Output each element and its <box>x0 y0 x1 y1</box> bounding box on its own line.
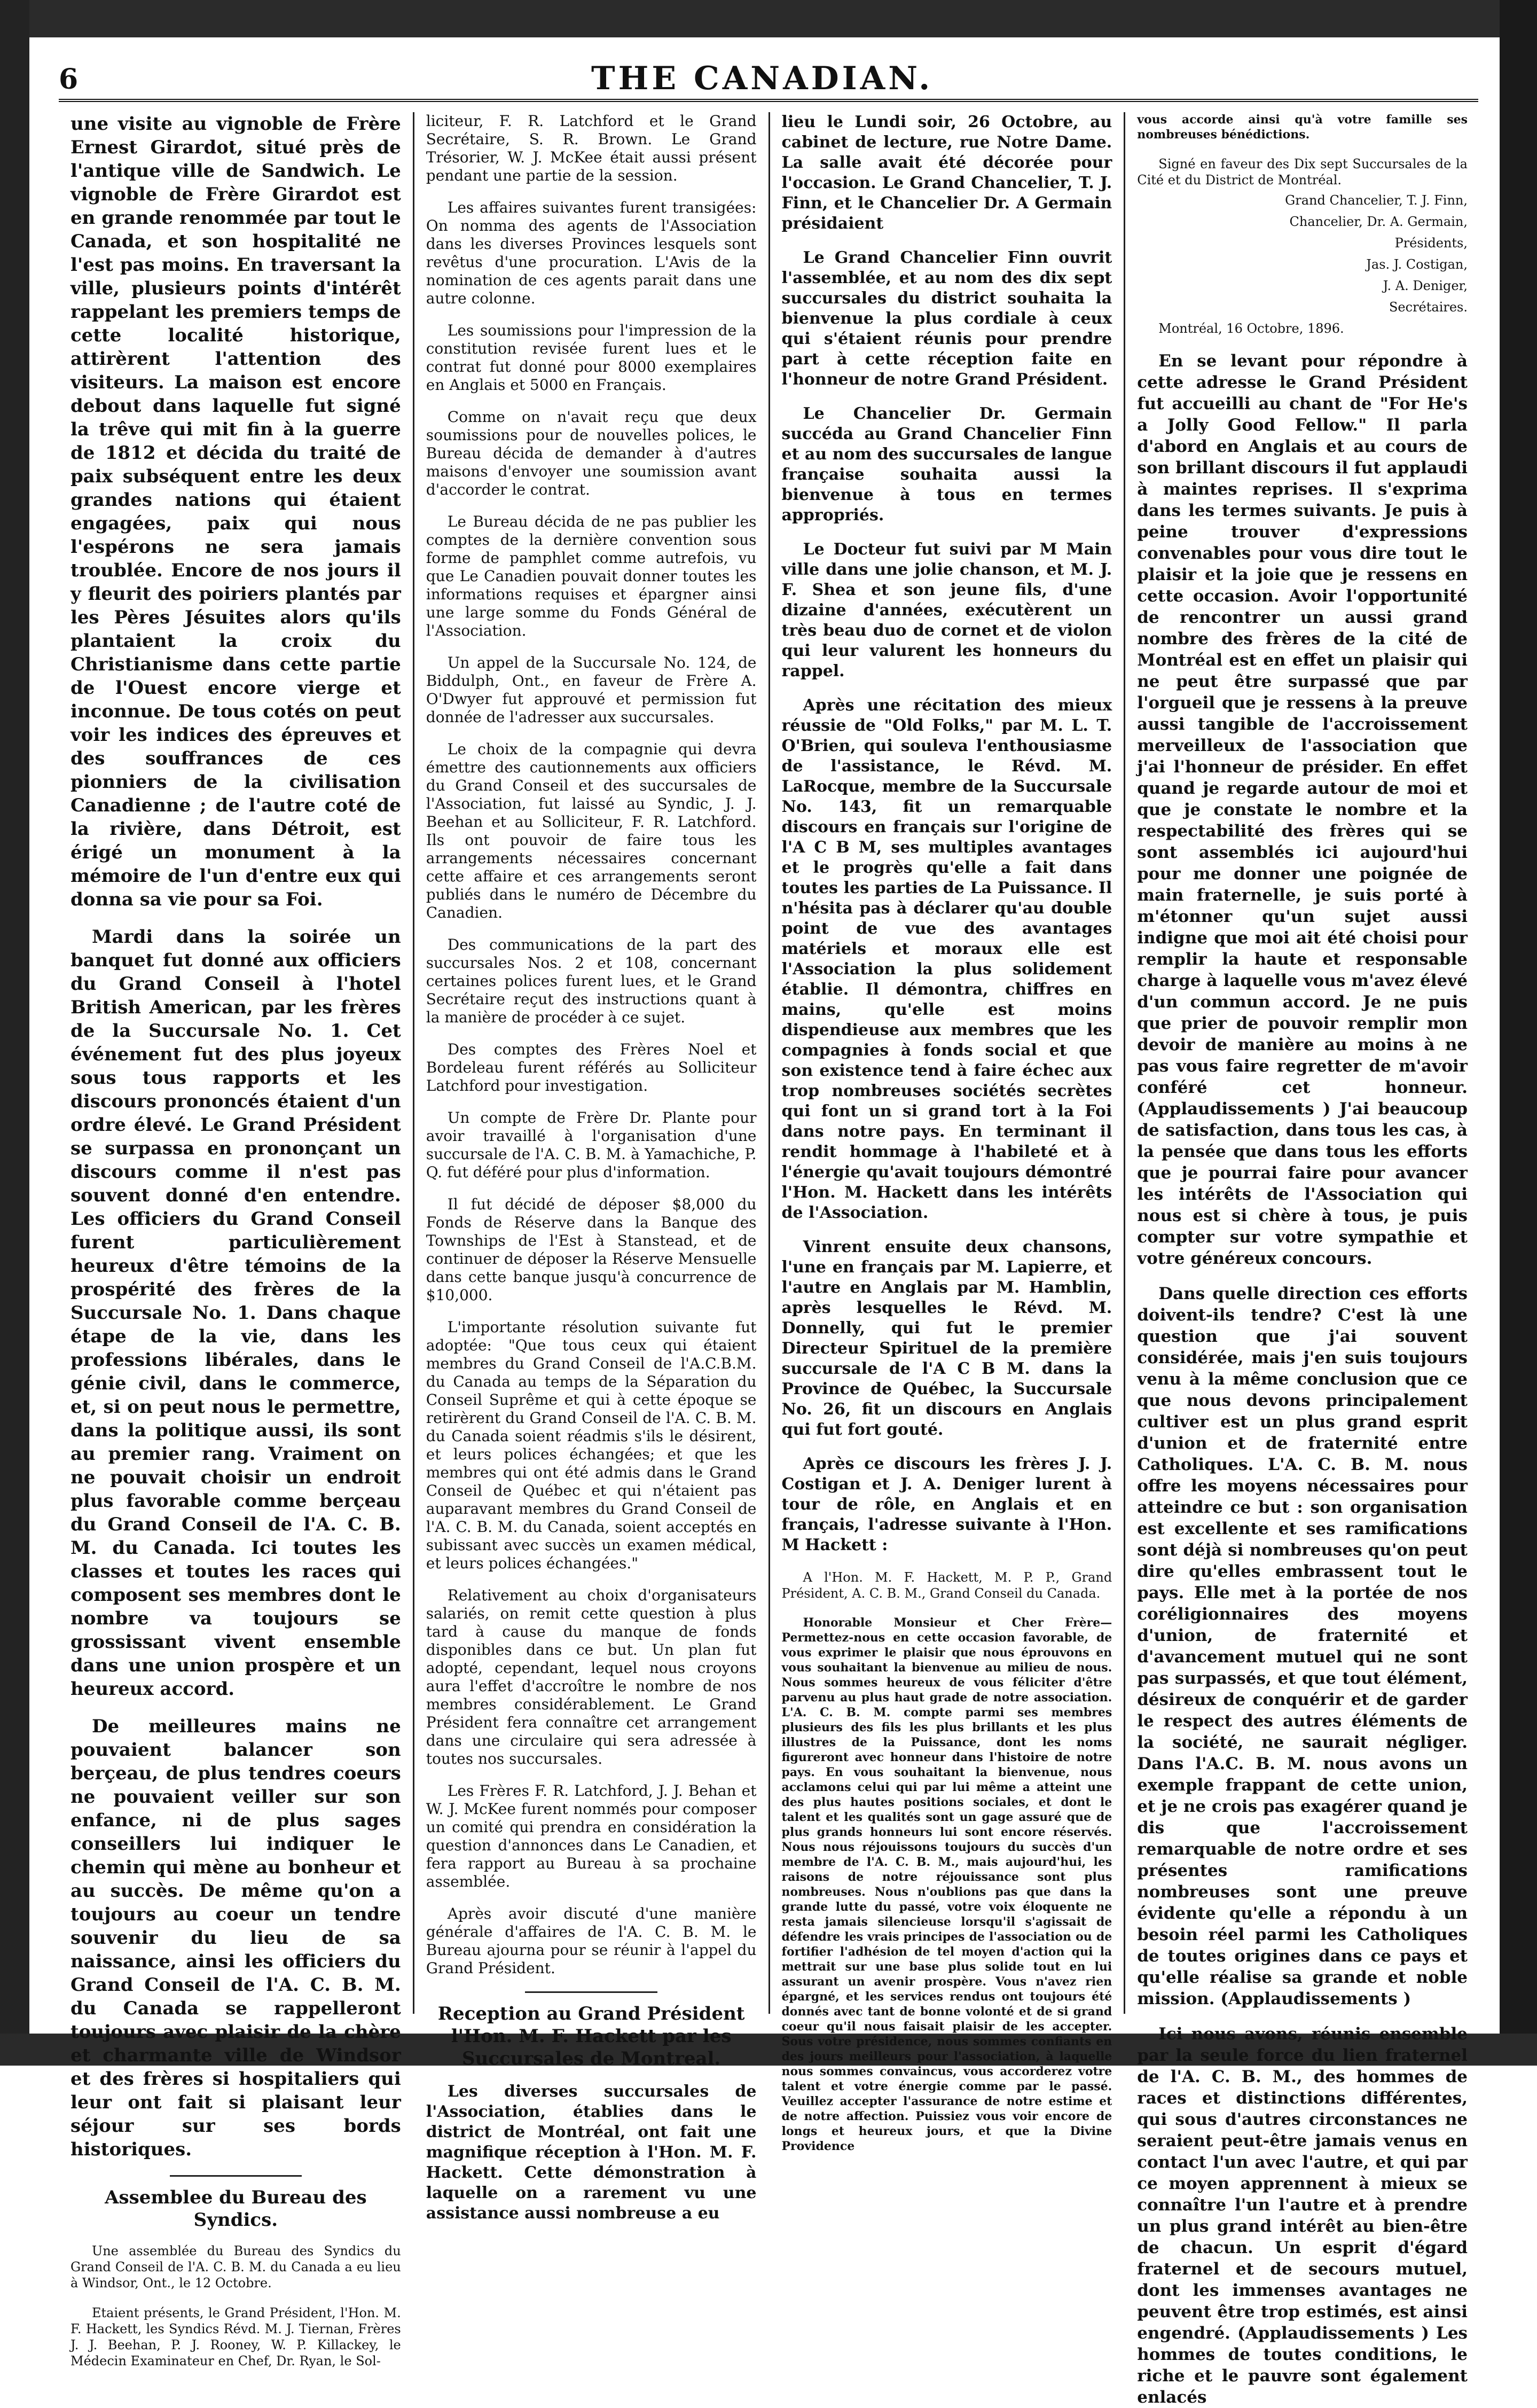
signature: Présidents, <box>1394 236 1468 251</box>
paragraph: Le Grand Chancelier Finn ouvrit l'assemblée, et au nom des dix sept succursales du district souhaita la bienvenue la plus cordiale à ceux qui s'étaient réunis pour prendre part à cette réception faite en l'honneur de notre Grand Président. <box>781 248 1112 389</box>
paragraph: Des comptes des Frères Noel et Bordeleau furent référés au Solliciteur Latchford pour investigation. <box>426 1041 757 1094</box>
paragraph: liciteur, F. R. Latchford et le Grand Secrétaire, S. R. Brown. Le Grand Trésorier, W. J. McKee était aussi présent pendant une partie de la session. <box>426 112 757 184</box>
section-heading: Assemblee du Bureau des Syndics. <box>105 2187 367 2231</box>
scan-border-right <box>1500 0 1537 2066</box>
paragraph: Le Docteur fut suivi par M Main ville dans une jolie chanson, et M. J. F. Shea et son jeune fils, d'une dizaine d'années, exécutèrent un très beau duo de cornet et de violon qui leur valurent les honneurs du rappel. <box>781 540 1112 681</box>
paragraph: Après ce discours les frères J. J. Costigan et J. A. Deniger lurent à tour de rôle, en Anglais et en français, l'adresse suivante à l'Hon. M Hackett : <box>781 1455 1112 1554</box>
signature: Chancelier, Dr. A. Germain, <box>1289 214 1468 229</box>
section-rule <box>170 2175 302 2177</box>
address-letter: Honorable Monsieur et Cher Frère—Permettez-nous en cette occasion favorable, de vous exprimer le plaisir que nous éprouvons en vous souhaitant la bienvenue au milieu de nous. Nous sommes heureux de vous féliciter d'être parvenu au plus haut grade de notre association. L'A. C. B. M. compte parmi ses membres plusieurs des fils les plus brillants et les plus illustres de la Puissance, dont les noms figureront avec honneur dans l'histoire de notre pays. En vous souhaitant la bienvenue, nous acclamons celui qui par lui même a atteint une des plus hautes positions sociales, et dont le talent et les qualités sont un gage assuré que de plus grands honneurs lui sont encore réservés. Nous nous réjouissons toujours du succès d'un membre de l'A. C. B. M., mais aujourd'hui, les raisons de notre réjouissance sont plus nombreuses. Nous n'oublions pas que dans la grande lutte du passé, votre voix éloquente ne resta jamais silencieuse lorsqu'il s'agissait de défendre les vrais principes de l'association ou de fortifier l'adhésion de tel moyen d'action qui la mettrait sur une base plus solide tout en lui assurant un avenir prospère. Vous n'avez rien épargné, et les services rendus ont toujours été donnés avec tant de bonne volonté et de si grand coeur qu'il nous faisait plaisir de les accepter. Sous votre présidence, nous sommes confiants en des jours meilleurs pour l'association, à laquelle nous sommes convaincus, vous accorderez votre talent et votre énergie comme par le passé. Veuillez accepter l'assurance de notre estime et de notre affection. Puissiez vous voir encore de longs et heureux jours, et que la Divine Providence <box>781 1616 1112 2153</box>
signature: J. A. Deniger, <box>1383 278 1468 293</box>
paragraph: Relativement au choix d'organisateurs salariés, on remit cette question à plus tard à cause du manque de fonds disponibles dans ce but. Un plan fut adopté, cependant, lequel nous croyons aura l'effet d'accroître le nombre de nos membres considérablement. Le Grand Président fera connaître cet arrangement dans une circulaire qui sera adressée à toutes nos succursales. <box>426 1586 757 1768</box>
paragraph: En se levant pour répondre à cette adresse le Grand Président fut accueilli au chant de "For He's a Jolly Good Fellow." Il parla d'abord en Anglais et au cours de son brillant discours il fut applaudi à maintes reprises. Il s'exprima dans les termes suivants. Je puis à peine trouver d'expressions convenables pour vous dire tout le plaisir et la joie que je ressens en cette occasion. Avoir l'opportunité de rencontrer un aussi grand nombre des frères de la cité de Montréal est en effet un plaisir qui ne peut être surpassé que par l'orgueil que je ressens à la preuve aussi tangible de l'accroissement merveilleux de l'association que j'ai l'honneur de présider. En effet quand je regarde autour de moi et que je constate le nombre et la respectabilité des frères qui se sont assemblés ici aujourd'hui pour me donner une poignée de main fraternelle, je suis porté à m'étonner qu'un sujet aussi indigne que moi ait été choisi pour remplir la haute et responsable charge à laquelle vous m'avez élevé d'un commun accord. Je ne puis que prier de pouvoir remplir mon devoir de manière au moins à ne pas vous faire regretter de m'avoir conféré cet honneur. (Applaudissements ) J'ai beaucoup de satisfaction, dans tous les cas, à la pensée que dans tous les efforts que je pourrai faire pour avancer les intérêts de l'Association qui nous est si chère à tous, je puis compter sur votre sympathie et votre généreux concours. <box>1137 351 1468 1268</box>
paragraph: L'importante résolution suivante fut adoptée: "Que tous ceux qui étaient membres du Grand Conseil de l'A.C.B.M. du Canada au temps de la Séparation du Conseil Suprême et qui à cette époque se retirèrent du Grand Conseil de l'A. C. B. M. du Canada soient réadmis s'ils le désirent, et leurs polices échangées; et que les membres qui ont été admis dans le Grand Conseil de Québec et qui n'étaient pas auparavant membres du Grand Conseil de l'A. C. B. M. du Canada, soient acceptés en subissant avec succès un examen médical, et leurs polices échangées." <box>426 1318 757 1572</box>
signed-line: Signé en faveur des Dix sept Succursales de la Cité et du District de Montréal. <box>1137 157 1468 187</box>
paragraph: lieu le Lundi soir, 26 Octobre, au cabinet de lecture, rue Notre Dame. La salle avait été décorée pour l'occasion. Le Grand Chancelier, T. J. Finn, et le Chancelier Dr. A Germain présidaient <box>781 113 1112 233</box>
paragraph: Le Chancelier Dr. Germain succéda au Grand Chancelier Finn et au nom des succursales de langue française souhaita aussi la bienvenue à tous en termes appropriés. <box>781 404 1112 525</box>
paragraph: Mardi dans la soirée un banquet fut donné aux officiers du Grand Conseil à l'hotel British American, par les frères de la Succursale No. 1. Cet événement fut des plus joyeux sous tous rapports et les discours prononcés étaient d'un ordre élevé. Le Grand Président se surpassa en prononçant un discours comme il n'est pas souvent donné d'en entendre. Les officiers du Grand Conseil furent particulièrement heureux d'être témoins de la prospérité des frères de la Succursale No. 1. Dans chaque étape de la vie, dans les professions libérales, dans le génie civil, dans le commerce, et, si on peut nous le permettre, dans la politique aussi, ils sont au premier rang. Vraiment on ne pouvait choisir un endroit plus favorable comme berçeau du Grand Conseil de l'A. C. B. M. du Canada. Ici toutes les classes et toutes les races qui composent ses membres dont le nombre va toujours se grossissant vivent ensemble dans une union prospère et un heureux accord. <box>70 926 401 1700</box>
paragraph: Un compte de Frère Dr. Plante pour avoir travaillé à l'organisation d'une succursale de l'A. C. B. M. à Yamachiche, P. Q. fut déféré pour plus d'information. <box>426 1109 757 1181</box>
paragraph: Ici nous avons, réunis ensemble par la seule force du lien fraternel de l'A. C. B. M., des hommes de races et distinctions différentes, qui sous d'autres circonstances ne seraient peut-être jamais venus en contact l'un avec l'autre, et qui par ce moyen apprennent à mieux se connaître l'un l'autre et à prendre un plus grand intérêt au bien-être de chacun. Un esprit d'égard fraternel et de secours mutuel, dont les immenses avantages ne peuvent être trop estimés, est ainsi engendré. (Applaudissements ) Les hommes de toutes conditions, le riche et le pauvre sont également enlacés <box>1137 2024 1468 2407</box>
scan-border-left <box>0 0 29 2066</box>
dateline: Montréal, 16 Octobre, 1896. <box>1158 321 1344 336</box>
paragraph: Dans quelle direction ces efforts doivent-ils tendre? C'est là une question que j'ai souvent considérée, mais j'en suis toujours venu à la même conclusion que ce que nous devons principalement cultiver est un plus grand esprit d'union et de fraternité entre Catholiques. L'A. C. B. M. nous offre les moyens nécessaires pour atteindre ce but : son organisation est excellente et ses ramifications sont déjà si nombreuses qu'on peut dire qu'elles embrassent tout le pays. Elle met à la portée de nos coréligionnaires des moyens d'union, de fraternité et d'avancement mutuel qui ne sont pas surpassés, et que tout élément, désireux de conquérir et de garder le respect des autres éléments de la société, ne saurait négliger. Dans l'A.C. B. M. nous avons un exemple frappant de cette union, et je ne crois pas exagérer quand je dis que l'accroissement remarquable de notre ordre et ses présentes ramifications nombreuses sont une preuve évidente qu'elle a répondu à un besoin réel parmi les Catholiques de toutes origines dans ce pays et qu'elle réalise sa grande et noble mission. (Applaudissements ) <box>1137 1284 1468 2008</box>
paragraph: Un appel de la Succursale No. 124, de Biddulph, Ont., en faveur de Frère A. O'Dwyer fut approuvé et permission fut donnée de l'adresser aux succursales. <box>426 654 757 726</box>
paragraph: Les diverses succursales de l'Association, établies dans le district de Montréal, ont fait une magnifique réception à l'Hon. M. F. Hackett. Cette démonstration à laquelle on a rarement vu une assistance aussi nombreuse a eu <box>426 2082 757 2223</box>
column-2 <box>413 112 768 2223</box>
paragraph: Les Frères F. R. Latchford, J. J. Behan et W. J. McKee furent nommés pour composer un comité qui prendra en considération la question d'annonces dans Le Canadien, et fera rapport au Bureau à sa prochaine assemblée. <box>426 1782 757 1890</box>
paragraph: Une assemblée du Bureau des Syndics du Grand Conseil de l'A. C. B. M. du Canada a eu lieu à Windsor, Ont., le 12 Octobre. <box>70 2243 401 2290</box>
column-3 <box>768 112 1124 2153</box>
paragraph: De meilleures mains ne pouvaient balancer son berçeau, de plus tendres coeurs ne pouvaient veiller sur son enfance, ni de plus sages conseillers lui indiquer le chemin qui mène au bonheur et au succès. De même qu'on a toujours au coeur un tendre souvenir du lieu de sa naissance, ainsi les officiers du Grand Conseil de l'A. C. B. M. du Canada se rappelleront toujours avec plaisir de la chère et charmante ville de Windsor et des frères si hospitaliers qui leur ont fait si plaisant leur séjour sur ses bords historiques. <box>70 1716 401 2160</box>
page-header <box>59 56 1478 102</box>
signature: Secrétaires. <box>1389 300 1468 315</box>
page-number: 6 <box>59 63 79 96</box>
paragraph: Après avoir discuté d'une manière générale d'affaires de l'A. C. B. M. le Bureau ajourna pour se réunir à l'appel du Grand Président. <box>426 1905 757 1977</box>
section-heading: Reception au Grand Président l'Hon. M. F. Hackett par les Succursales de Montreal. <box>437 2003 745 2069</box>
paragraph: Il fut décidé de déposer $8,000 du Fonds de Réserve dans la Banque des Townships de l'Est à Stanstead, et de continuer de déposer la Réserve Mensuelle dans cette banque jusqu'à concurrence de $10,000. <box>426 1195 757 1304</box>
signature: Grand Chancelier, T. J. Finn, <box>1285 193 1468 208</box>
address-letter-end: vous accorde ainsi qu'à votre famille ses nombreuses bénédictions. <box>1137 113 1468 142</box>
paragraph: Vinrent ensuite deux chansons, l'une en français par M. Lapierre, et l'autre en Anglais par M. Hamblin, après lesquelles le Révd. M. Donnelly, qui fut le premier Directeur Spirituel de la première succursale de l'A C B M. dans la Province de Québec, la Succursale No. 26, fit un discours en Anglais qui fut fort gouté. <box>781 1238 1112 1439</box>
paragraph: Comme on n'avait reçu que deux soumissions pour de nouvelles polices, le Bureau décida de demander à d'autres maisons d'envoyer une soumission avant d'accorder le contrat. <box>426 408 757 498</box>
paragraph: Les soumissions pour l'impression de la constitution revisée furent lues et le contrat fut donné pour 8000 exemplaires en Anglais et 5000 en Français. <box>426 322 757 394</box>
article-columns <box>59 112 1479 2407</box>
scan-border-top <box>0 0 1537 37</box>
column-4 <box>1124 112 1479 2407</box>
paragraph: Etaient présents, le Grand Président, l'Hon. M. F. Hackett, les Syndics Révd. M. J. Tiernan, Frères J. J. Beehan, P. J. Rooney, W. P. Killackey, le Médecin Examinateur en Chef, Dr. Ryan, le Sol- <box>70 2305 401 2368</box>
masthead-title: THE CANADIAN. <box>591 60 934 97</box>
address-recipient: A l'Hon. M. F. Hackett, M. P. P., Grand Président, A. C. B. M., Grand Conseil du Canada. <box>781 1570 1112 1601</box>
paragraph: Les affaires suivantes furent transigées: On nomma des agents de l'Association dans les diverses Provinces lesquels sont revêtus d'une procuration. L'Avis de la nomination de ces agents parait dans une autre colonne. <box>426 199 757 307</box>
paragraph: une visite au vignoble de Frère Ernest Girardot, situé près de l'antique ville de Sandwich. Le vignoble de Frère Girardot est en grande renommée par tout le Canada, et son hospitalité ne l'est pas moins. En traversant la ville, plusieurs points d'intérêt rappelant les premiers temps de cette localité historique, attirèrent l'attention des visiteurs. La maison est encore debout dans laquelle fut signé la trêve qui mit fin à la guerre de 1812 et décida du traité de paix subséquent entre les deux grandes nations qui étaient engagées, paix qui nous l'espérons ne sera jamais troublée. Encore de nos jours il y fleurit des poiriers plantés par les Pères Jésuites alors qu'ils plantaient la croix du Christianisme dans cette partie de l'Ouest encore vierge et inconnue. De tous cotés on peut voir les indices des épreuves et des souffrances de ces pionniers de la civilisation Canadienne ; de l'autre coté de la rivière, dans Détroit, est érigé un monument à la mémoire de l'un d'entre eux qui donna sa vie pour sa Foi. <box>70 113 401 910</box>
signature: Jas. J. Costigan, <box>1366 257 1468 272</box>
paragraph: Après une récitation des mieux réussie de "Old Folks," par M. L. T. O'Brien, qui souleva l'enthousiasme de l'assistance, le Révd. M. LaRocque, membre de la Succursale No. 143, fit un remarquable discours en français sur l'origine de l'A C B M, ses multiples avantages et le progrès qu'elle a fait dans toutes les parties de La Puissance. Il n'hésita pas à déclarer qu'au double point de vue des avantages matériels et moraux elle est l'Association la plus solidement établie. Il démontra, chiffres en mains, qu'elle est moins dispendieuse aux membres que les compagnies à fonds social et que son existence tend à faire échec aux trop nombreuses sociétés secrètes qui font un si grand tort à la Foi dans notre pays. En terminant il rendit hommage à l'habileté et à l'énergie qu'avait toujours démontré l'Hon. M. Hackett dans les intérêts de l'Association. <box>781 696 1112 1222</box>
paragraph: Le choix de la compagnie qui devra émettre des cautionnements aux officiers du Grand Conseil et des succursales de l'Association, fut laissé au Syndic, J. J. Beehan et au Solliciteur, F. R. Latchford. Ils ont pouvoir de faire tous les arrangements nécessaires concernant cette affaire et ces arrangements seront publiés dans le numéro de Décembre du Canadien. <box>426 740 757 921</box>
section-rule <box>525 1991 657 1993</box>
paragraph: Le Bureau décida de ne pas publier les comptes de la dernière convention sous forme de pamphlet comme autrefois, vu que Le Canadien pouvait donner toutes les informations requises et épargner ainsi une large somme du Fonds Général de l'Association. <box>426 513 757 639</box>
column-1 <box>59 112 413 2368</box>
paragraph: Des communications de la part des succursales Nos. 2 et 108, concernant certaines polices furent lues, et le Grand Secrétaire reçut des instructions quant à la manière de procéder à ce sujet. <box>426 936 757 1026</box>
